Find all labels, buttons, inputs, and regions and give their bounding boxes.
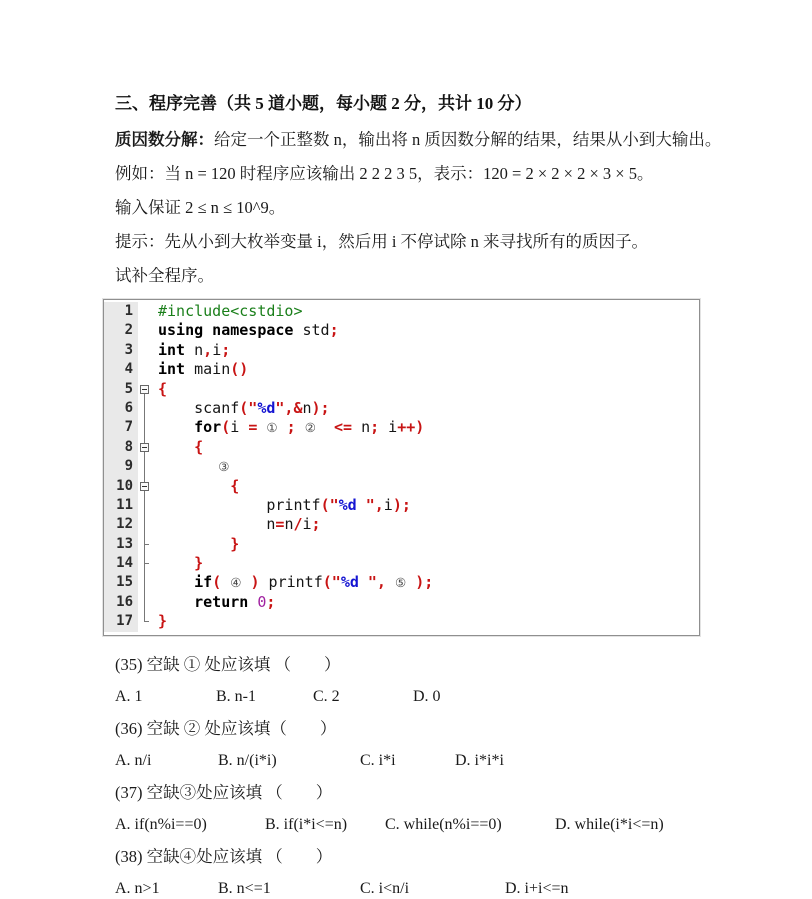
code-token: ); [392, 495, 411, 514]
code-text [152, 399, 330, 418]
code-text [152, 612, 167, 631]
fold-guide [138, 399, 152, 418]
line-number: 8 [104, 438, 138, 457]
fold-guide [138, 302, 152, 321]
code-line [104, 477, 699, 496]
example-line: 例如：当 n = 120 时程序应该输出 2 2 2 3 5，表示：120 = 2 × 2 × 2 × 3 × 5。 [115, 164, 654, 183]
code-token: ); [311, 398, 330, 417]
code-text [152, 593, 275, 612]
code-line [104, 418, 699, 437]
code-token: scanf [158, 398, 240, 417]
option-B: B. if(i*i<=n) [265, 815, 348, 833]
code-text [152, 535, 239, 554]
line-number: 17 [104, 612, 138, 631]
fold-minus-icon[interactable] [140, 482, 149, 491]
hint-line: 提示：先从小到大枚举变量 i，然后用 i 不停试除 n 来寻找所有的质因子。 [115, 232, 649, 251]
code-text [152, 321, 339, 340]
line-number: 3 [104, 341, 138, 360]
code-line [104, 360, 699, 379]
fold-guide [138, 496, 152, 515]
code-token: ; [221, 340, 231, 359]
option-C: C. 2 [313, 687, 340, 705]
code-token: ; [266, 592, 276, 611]
line-number: 6 [104, 399, 138, 418]
code-token: std [293, 321, 330, 340]
code-token: ++) [397, 418, 425, 437]
code-token: i [212, 340, 222, 359]
code-text [152, 496, 411, 515]
line-number: 11 [104, 496, 138, 515]
code-token: ); [406, 573, 434, 592]
code-token: int [158, 340, 186, 359]
code-token: = [275, 515, 285, 534]
code-line [104, 612, 699, 631]
code-token: %d [257, 398, 276, 417]
line-number: 2 [104, 321, 138, 340]
code-text [152, 554, 203, 573]
code-line [104, 341, 699, 360]
fold-guide [138, 593, 152, 612]
code-token: int [158, 360, 186, 379]
problem-intro [115, 129, 772, 150]
blank-marker: ③ [158, 459, 230, 475]
code-line [104, 535, 699, 554]
code-token: (" [239, 398, 258, 417]
blank-marker: ⑤ [395, 575, 407, 591]
fold-guide [138, 418, 152, 437]
option-D: D. 0 [413, 687, 441, 705]
code-editor [103, 299, 700, 636]
options-row [115, 750, 772, 771]
line-number: 10 [104, 477, 138, 496]
code-line [104, 554, 699, 573]
code-text [152, 573, 433, 592]
code-token: ; [311, 515, 321, 534]
option-A: A. 1 [115, 687, 143, 705]
code-token: { [158, 476, 240, 495]
code-text [152, 477, 239, 496]
code-token: %d [338, 495, 366, 514]
prompt-line: 试补全程序。 [115, 266, 214, 285]
code-token: n [158, 515, 276, 534]
code-line [104, 573, 699, 592]
code-token: using namespace [158, 321, 294, 340]
code-token: ( [221, 418, 231, 437]
constraint-line: 输入保证 2 ≤ n ≤ 10^9。 [115, 198, 286, 217]
code-text [152, 380, 167, 399]
fold-collapse-icon[interactable] [138, 477, 152, 496]
code-token: ( [212, 573, 231, 592]
code-token: n [185, 340, 204, 359]
option-C: C. i*i [360, 751, 396, 769]
line-number: 13 [104, 535, 138, 554]
code-text [152, 457, 229, 476]
code-token: i [388, 418, 398, 437]
line-number: 1 [104, 302, 138, 321]
code-token: main [185, 360, 231, 379]
fold-guide [138, 341, 152, 360]
code-text [152, 515, 321, 534]
question-label: (36) 空缺 ② 处应该填（ ） [115, 718, 337, 738]
code-token: } [158, 534, 240, 553]
question-label: (37) 空缺③处应该填 （ ） [115, 782, 333, 802]
code-token: printf [259, 573, 323, 592]
blank-marker: ④ [230, 575, 242, 591]
code-line [104, 380, 699, 399]
line-number: 5 [104, 380, 138, 399]
fold-guide [138, 573, 152, 592]
code-token: if [158, 573, 213, 592]
code-token: ", [365, 495, 384, 514]
code-token: i [383, 495, 393, 514]
fold-guide [138, 612, 152, 631]
code-token: <= [315, 418, 362, 437]
fold-collapse-icon[interactable] [138, 438, 152, 457]
code-token: } [158, 612, 168, 631]
code-token: ; [277, 418, 305, 437]
code-token: return [158, 592, 249, 611]
code-line [104, 515, 699, 534]
code-token: ) [241, 573, 260, 592]
code-token: n [302, 398, 312, 417]
fold-collapse-icon[interactable] [138, 380, 152, 399]
options-row [115, 878, 772, 899]
line-number: 7 [104, 418, 138, 437]
code-token: ; [370, 418, 389, 437]
fold-guide [138, 535, 152, 554]
code-token: { [158, 437, 204, 456]
line-number: 14 [104, 554, 138, 573]
code-text [152, 438, 203, 457]
fold-guide [138, 457, 152, 476]
code-token: } [158, 554, 204, 573]
option-D: D. i*i*i [455, 751, 504, 769]
code-token: ; [329, 321, 339, 340]
code-token: i [302, 515, 312, 534]
code-token: { [158, 379, 168, 398]
fold-guide [138, 515, 152, 534]
code-token: n [361, 418, 371, 437]
code-line [104, 302, 699, 321]
option-B: B. n<=1 [218, 879, 271, 897]
code-token: ",& [275, 398, 303, 417]
code-line [104, 593, 699, 612]
options-row [115, 814, 772, 835]
code-token: / [293, 515, 303, 534]
code-token: i [230, 418, 249, 437]
code-token: = [248, 418, 267, 437]
option-C: C. i<n/i [360, 879, 410, 897]
blank-marker: ① [266, 420, 278, 436]
section-title: 三、程序完善（共 5 道小题，每小题 2 分，共计 10 分） [115, 94, 532, 113]
option-B: B. n-1 [216, 687, 256, 705]
code-token: ", [367, 573, 395, 592]
code-token: , [203, 340, 213, 359]
code-text [152, 341, 230, 360]
problem-name: 质因数分解： [115, 130, 214, 149]
code-token: %d [340, 573, 368, 592]
code-line [104, 496, 699, 515]
options-row [115, 686, 772, 707]
code-line [104, 457, 699, 476]
fold-guide [138, 554, 152, 573]
line-number: 15 [104, 573, 138, 592]
questions [115, 654, 772, 899]
option-A: A. n>1 [115, 879, 160, 897]
blank-marker: ② [304, 420, 316, 436]
code-token: (" [322, 573, 341, 592]
question-label: (38) 空缺④处应该填 （ ） [115, 846, 333, 866]
option-C: C. while(n%i==0) [385, 815, 502, 833]
code-token: printf [158, 495, 321, 514]
fold-guide [138, 321, 152, 340]
code-token: (" [320, 495, 339, 514]
code-text [152, 418, 424, 437]
code-token: () [230, 360, 249, 379]
code-token: for [158, 418, 222, 437]
fold-minus-icon[interactable] [140, 385, 149, 394]
code-text [152, 360, 248, 379]
line-number: 12 [104, 515, 138, 534]
code-text [152, 302, 303, 321]
problem-intro-text: 给定一个正整数 n，输出将 n 质因数分解的结果，结果从小到大输出。 [214, 130, 722, 149]
code-line [104, 399, 699, 418]
code-line [104, 321, 699, 340]
code-line [104, 438, 699, 457]
option-A: A. n/i [115, 751, 152, 769]
line-number: 16 [104, 593, 138, 612]
option-D: D. i+i<=n [505, 879, 569, 897]
line-number: 9 [104, 457, 138, 476]
fold-minus-icon[interactable] [140, 443, 149, 452]
option-A: A. if(n%i==0) [115, 815, 207, 833]
option-D: D. while(i*i<=n) [555, 815, 664, 833]
code-token: 0 [248, 592, 267, 611]
question-label: (35) 空缺 ① 处应该填 （ ） [115, 654, 341, 674]
code-token: n [284, 515, 294, 534]
code-token: #include<cstdio> [158, 302, 303, 320]
fold-guide [138, 360, 152, 379]
option-B: B. n/(i*i) [218, 751, 277, 769]
line-number: 4 [104, 360, 138, 379]
